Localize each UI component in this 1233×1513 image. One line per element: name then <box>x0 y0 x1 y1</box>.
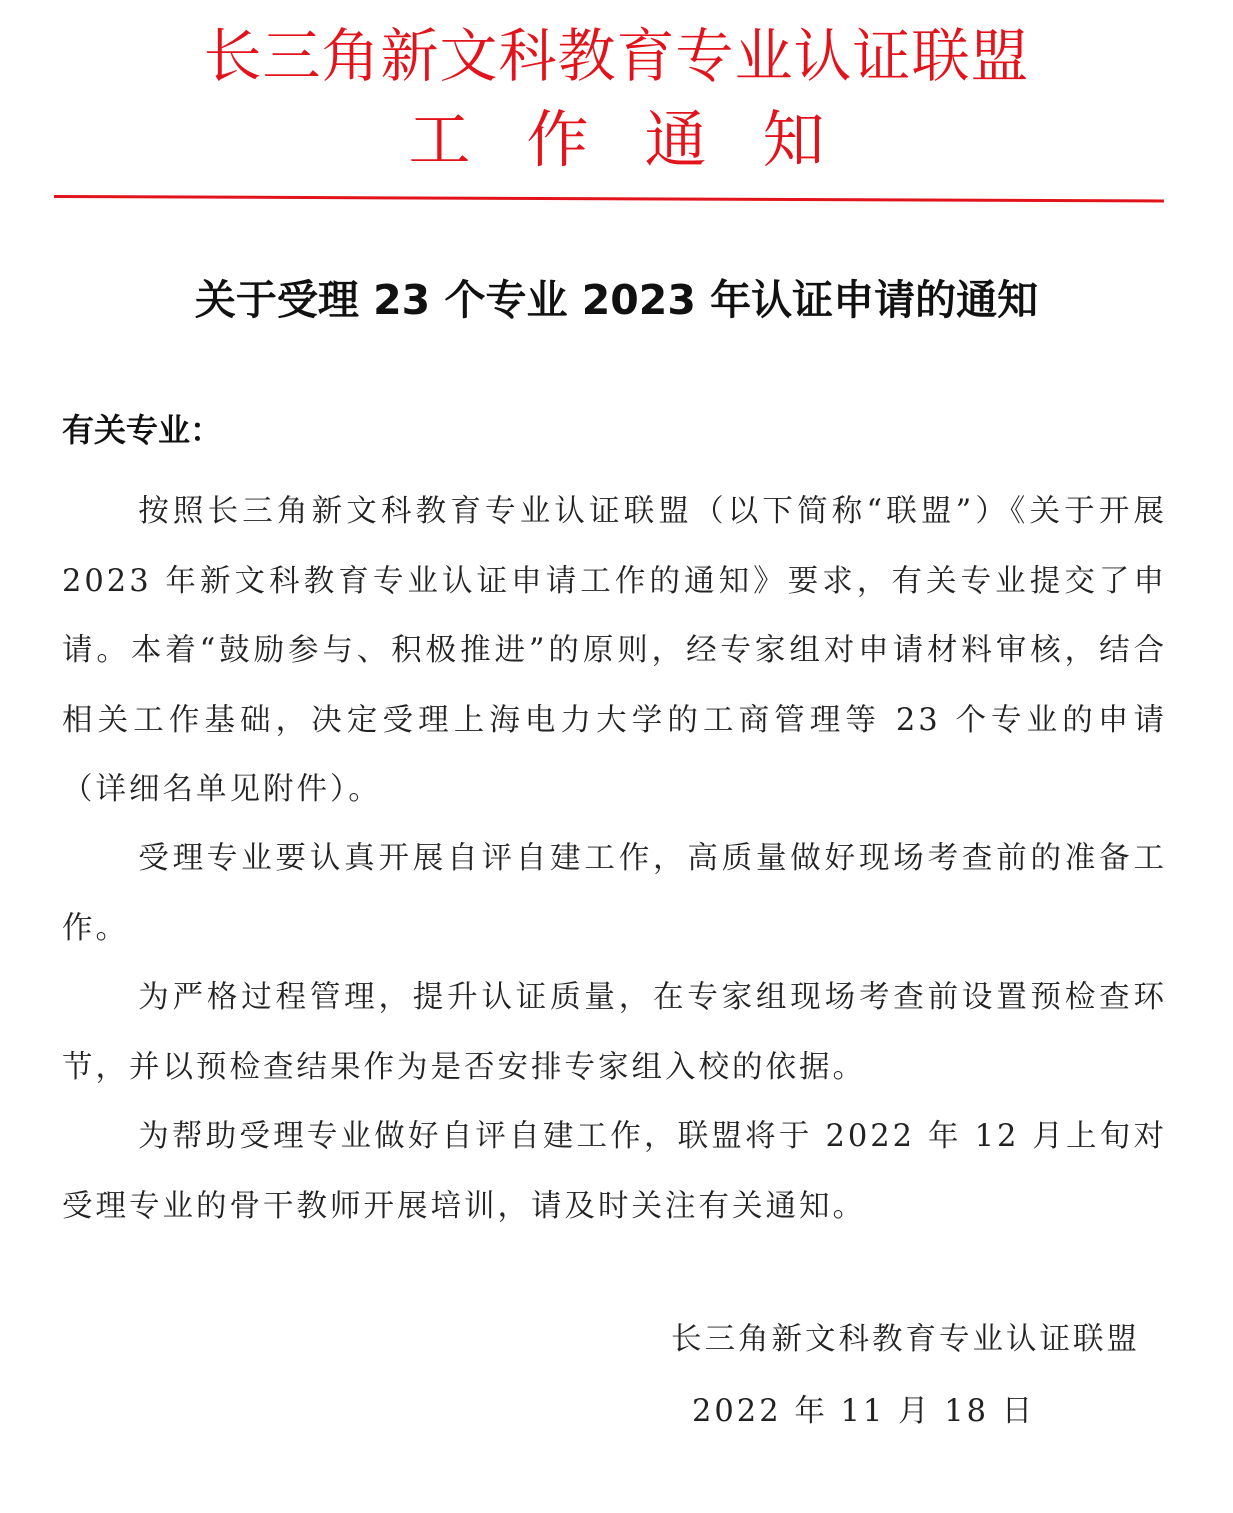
header-divider <box>54 195 1164 202</box>
document-title: 关于受理 23 个专业 2023 年认证申请的通知 <box>194 276 1039 324</box>
salutation: 有关专业： <box>62 411 223 449</box>
signature-date: 2022 年 11 月 18 日 <box>692 1394 1036 1429</box>
notice-type-char: 作 <box>526 103 589 176</box>
notice-type-char: 通 <box>644 103 707 176</box>
body-paragraph: 按照长三角新文科教育专业认证联盟（以下简称“联盟”）《关于开展 2023 年新文科教育专业认证申请工作的通知》要求，有关专业提交了申请。本着“鼓励参与、积极推进”的原则，经专家组对申请材料审核，结合相关工作基础，决定受理上海电力大学的工商管理等 23 个专业的申请（详细名单见附件）。 <box>62 494 1167 807</box>
body-paragraph: 为严格过程管理，提升认证质量，在专家组现场考查前设置预检查环节，并以预检查结果作为是否安排专家组入校的依据。 <box>62 980 1167 1085</box>
notice-type-char: 工 <box>408 103 471 176</box>
body-paragraph: 为帮助受理专业做好自评自建工作，联盟将于 2022 年 12 月上旬对受理专业的骨干教师开展培训，请及时关注有关通知。 <box>62 1119 1167 1224</box>
notice-type-header <box>0 102 1233 178</box>
organization-header: 长三角新文科教育专业认证联盟 <box>203 22 1030 90</box>
body-paragraph: 受理专业要认真开展自评自建工作，高质量做好现场考查前的准备工作。 <box>62 841 1167 946</box>
signature-organization: 长三角新文科教育专业认证联盟 <box>671 1322 1140 1357</box>
notice-type-char: 知 <box>762 103 825 176</box>
